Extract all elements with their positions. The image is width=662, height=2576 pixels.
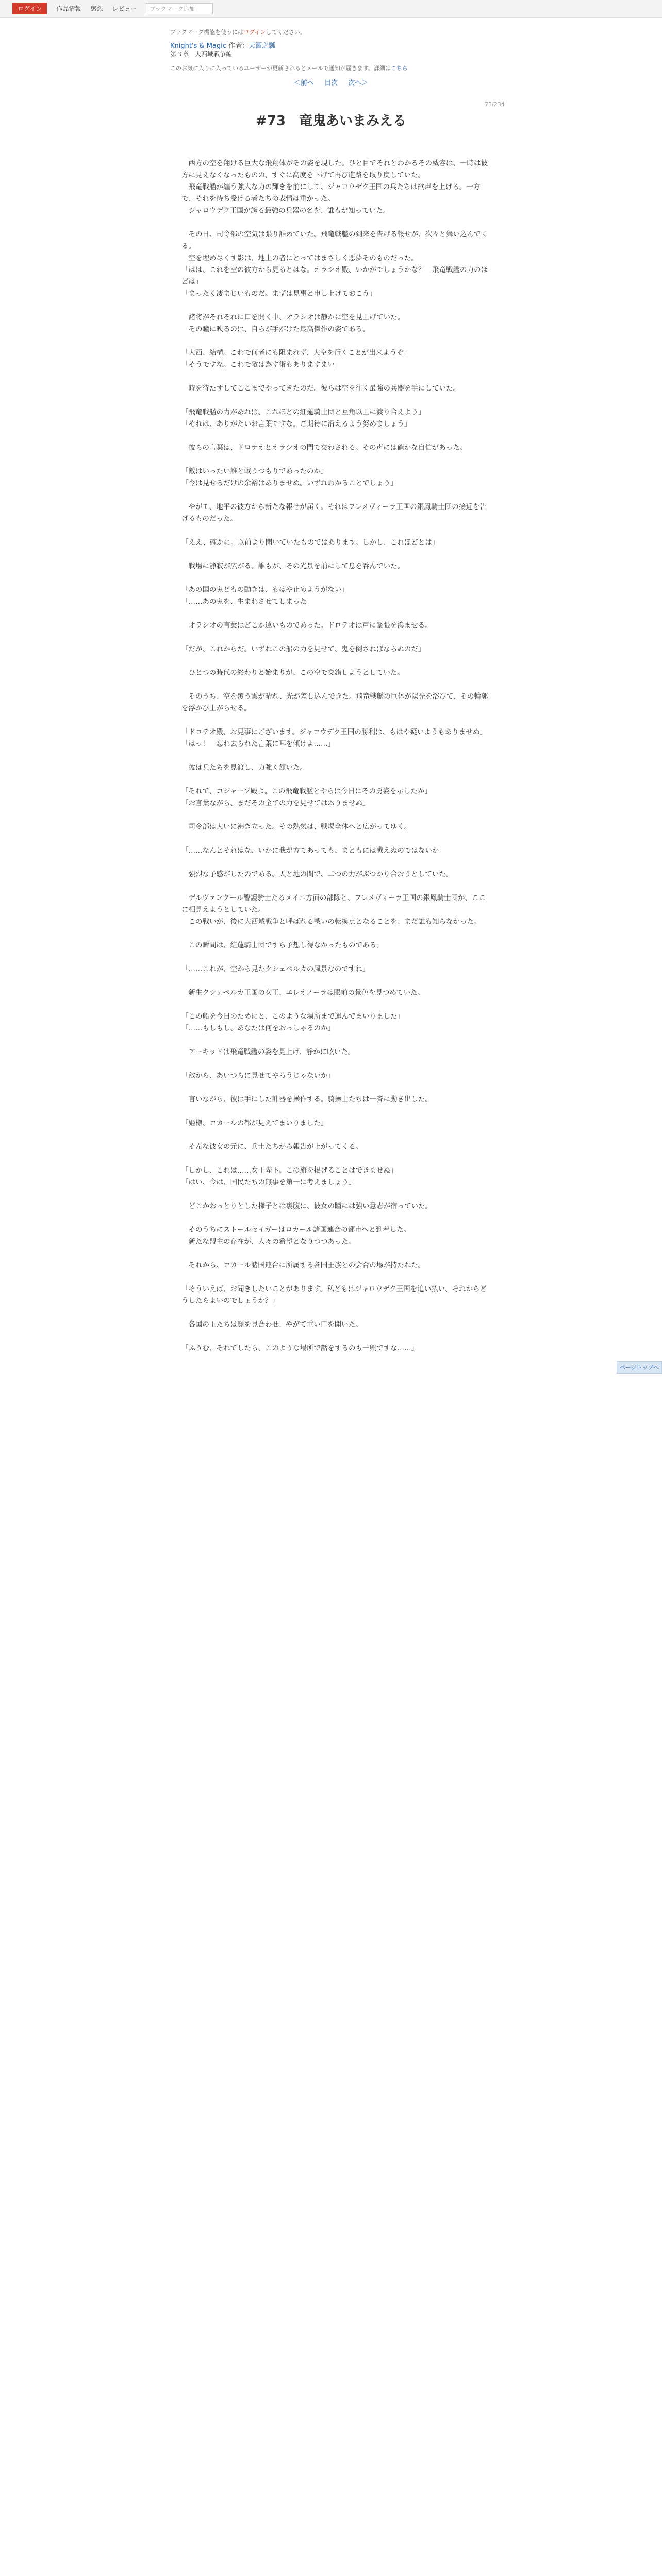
body-paragraph: [181, 1272, 491, 1283]
author-link[interactable]: 天酒之瓢: [249, 42, 276, 50]
body-paragraph: 「はっ！ 忘れ去られた言葉に耳を傾けよ……」: [181, 740, 335, 748]
pager-top: [0, 77, 662, 87]
body-paragraph: [181, 1082, 491, 1094]
body-paragraph: アーキッドは飛竜戦艦の姿を見上げ、静かに呟いた。: [181, 1048, 355, 1056]
body-paragraph: [181, 549, 491, 561]
body-paragraph: [181, 632, 491, 643]
page-top-button[interactable]: ページトップへ: [617, 1361, 662, 1374]
body-paragraph: 「ええ、確かに。以前より聞いていたものではあります。しかし、これほどとは」: [181, 538, 439, 547]
body-paragraph: [181, 395, 491, 406]
body-paragraph: [181, 430, 491, 442]
body-paragraph: [181, 952, 491, 963]
body-paragraph: [181, 809, 491, 821]
nav-work-info[interactable]: 作品情報: [56, 5, 81, 12]
body-paragraph: [181, 489, 491, 501]
body-paragraph: [181, 750, 491, 762]
body-paragraph: 空を埋め尽くす影は、地上の者にとってはまさしく悪夢そのものだった。: [181, 254, 418, 262]
body-paragraph: 「……なんとそれはな、いかに我が方であっても、まともには戦えぬのではないか」: [181, 846, 446, 855]
body-paragraph: 時を待たずしてここまでやってきたのだ。彼らは空を往く最強の兵器を手にしていた。: [181, 384, 460, 393]
body-paragraph: 諸将がそれぞれに口を開く中、オラシオは静かに空を見上げていた。: [181, 313, 404, 321]
body-paragraph: そんな彼女の元に、兵士たちから報告が上がってくる。: [181, 1143, 362, 1151]
body-paragraph: 「そういえば、お聞きしたいことがあります。私どもはジャロウデク王国を追い払い、それからどうしたらよいのでしょうか？」: [181, 1285, 487, 1305]
body-paragraph: 飛竜戦艦が纏う強大な力の輝きを前にして、ジャロウデク王国の兵たちは歓声を上げる。一方で、それを待ち受ける者たちの表情は重かった。: [181, 183, 481, 203]
body-paragraph: [181, 774, 491, 786]
work-title-link[interactable]: Knight's & Magic: [170, 42, 226, 50]
body-paragraph: [181, 454, 491, 466]
body-paragraph: [181, 1248, 491, 1260]
nav-reviews[interactable]: レビュー: [112, 5, 137, 12]
body-paragraph: 彼らの言葉は、ドロテオとオラシオの間で交わされる。その声には確かな自信があった。: [181, 444, 467, 452]
work-title-line: Knight's & Magic 作者：天酒之瓢: [170, 42, 276, 50]
body-paragraph: そのうちにストールセイガーはロカール諸国連合の都市へと到着した。: [181, 1226, 411, 1234]
body-paragraph: 「しかし、これは……女王陛下。この旗を掲げることはできませぬ」: [181, 1166, 398, 1175]
top-bar: [0, 0, 662, 18]
body-paragraph: [181, 371, 491, 383]
body-paragraph: [181, 525, 491, 537]
body-paragraph: [181, 300, 491, 312]
body-paragraph: 「大西、結構。これで何者にも阻まれず、大空を行くことが出来ようぞ」: [181, 349, 411, 357]
body-paragraph: [181, 857, 491, 869]
body-paragraph: ジャロウデク王国が誇る最強の兵器の名を、誰もが知っていた。: [181, 207, 390, 215]
body-paragraph: 「……あの鬼を、生まれさせてしまった」: [181, 598, 314, 606]
body-paragraph: [181, 928, 491, 940]
body-paragraph: [181, 1129, 491, 1141]
toc-link[interactable]: 目次: [324, 79, 338, 87]
body-paragraph: 新たな盟主の存在が、人々の希望となりつつあった。: [181, 1238, 356, 1246]
body-paragraph: [181, 1212, 491, 1224]
chapter-title: 第３章 大西域戦争編: [170, 50, 233, 58]
body-paragraph: 「……もしもし、あなたは何をおっしゃるのか」: [181, 1024, 335, 1032]
body-paragraph: その瞳に映るのは、自らが手がけた最高傑作の姿である。: [181, 325, 370, 333]
body-paragraph: [181, 679, 491, 691]
body-paragraph: 「ドロテオ殿、お見事にございます。ジャロウデク王国の勝利は、もはや疑いようもありませぬ」: [181, 728, 487, 736]
novel-body: [181, 158, 491, 1354]
body-paragraph: [181, 715, 491, 726]
body-paragraph: 「姫様、ロカールの都が見えてまいりました」: [181, 1119, 328, 1127]
body-paragraph: やがて、地平の彼方から新たな報せが届く。それはフレメヴィーラ王国の銀鳳騎士団の接近を告げるものだった。: [181, 503, 487, 523]
body-paragraph: [181, 833, 491, 845]
episode-title: #73 竜鬼あいまみえる: [256, 113, 406, 129]
bookmark-notice: ブックマーク機能を使うにはログインしてください。: [170, 29, 306, 36]
body-paragraph: デルヴァンクール警護騎士たるメイニ方面の部隊と、フレメヴィーラ王国の銀鳳騎士団が、ここに相見えようとしていた。: [181, 894, 486, 914]
body-paragraph: [181, 1331, 491, 1343]
body-paragraph: 「敵から、あいつらに見せてやろうじゃないか」: [181, 1072, 335, 1080]
nav-impressions[interactable]: 感想: [90, 5, 103, 12]
body-paragraph: 「はは、これを空の彼方から見るとはな。オラシオ殿、いかがでしょうかな？ 飛竜戦艦の力のほどは」: [181, 266, 488, 286]
body-paragraph: [181, 335, 491, 347]
body-paragraph: 彼は兵たちを見渡し、力強く頷いた。: [181, 764, 307, 772]
body-paragraph: その日、司令部の空気は張り詰めていた。飛竜戦艦の到来を告げる報せが、次々と舞い込んでくる。: [181, 230, 488, 250]
body-paragraph: 「この船を今日のためにと、このような場所まで運んでまいりました」: [181, 1012, 404, 1021]
body-paragraph: 各国の王たちは顔を見合わせ、やがて重い口を開いた。: [181, 1320, 362, 1329]
body-paragraph: [181, 1106, 491, 1117]
body-paragraph: それから、ロカール諸国連合に所属する各国王族との会合の場が持たれた。: [181, 1261, 425, 1269]
body-paragraph: 「だが、これからだ。いずれこの船の力を見せて、鬼を倒さねばならぬのだ」: [181, 645, 425, 653]
body-paragraph: ひとつの時代の終わりと始まりが、この空で交錯しようとしていた。: [181, 669, 404, 677]
body-paragraph: [181, 572, 491, 584]
body-paragraph: そのうち、空を覆う雲が晴れ、光が差し込んできた。飛竜戦艦の巨体が陽光を浴びて、その輪郭を浮かび上がらせる。: [181, 692, 488, 713]
body-paragraph: [181, 975, 491, 987]
body-paragraph: 「今は見せるだけの余裕はありませぬ。いずれわかることでしょう」: [181, 479, 398, 487]
body-paragraph: 「まったく凄まじいものだ。まずは見事と申し上げておこう」: [181, 290, 376, 298]
body-paragraph: 「敵はいったい誰と戦うつもりであったのか」: [181, 467, 328, 476]
body-paragraph: 「ふうむ、それでしたら、このような場所で話をするのも一興ですな……」: [181, 1344, 418, 1352]
bookmark-add-field[interactable]: ブックマーク追加: [146, 3, 213, 14]
body-paragraph: [181, 608, 491, 620]
body-paragraph: [181, 999, 491, 1011]
body-paragraph: 「……これが、空から見たクシェペルカの風景なのですね」: [181, 965, 370, 973]
body-paragraph: [181, 217, 491, 229]
notification-notice: このお気に入りに入っているユーザーが更新されるとメールで通知が届きます。詳細はこちら: [170, 65, 408, 72]
next-link[interactable]: 次へ＞: [348, 79, 369, 87]
body-paragraph: [181, 1307, 491, 1319]
body-paragraph: 「はい、今は、国民たちの無事を第一に考えましょう」: [181, 1178, 356, 1187]
login-link[interactable]: ログイン: [243, 29, 266, 36]
page-number: 73/234: [485, 101, 505, 108]
body-paragraph: 戦場に静寂が広がる。誰もが、その光景を前にして息を呑んでいた。: [181, 562, 404, 570]
body-paragraph: 「それで、コジャーソ殿よ。この飛竜戦艦とやらは今日にその勇姿を示したか」: [181, 787, 432, 795]
body-paragraph: 司令部は大いに沸き立った。その熱気は、戦場全体へと広がってゆく。: [181, 823, 411, 831]
body-paragraph: どこかおっとりとした様子とは裏腹に、彼女の瞳には強い意志が宿っていた。: [181, 1202, 432, 1210]
body-paragraph: この戦いが、後に大西域戦争と呼ばれる戦いの転換点となることを、まだ誰も知らなかった。: [181, 918, 481, 926]
body-paragraph: 「あの国の鬼どもの動きは、もはや止めようがない」: [181, 586, 349, 594]
body-paragraph: この瞬間は、紅蓮騎士団ですら予想し得なかったものである。: [181, 941, 384, 950]
body-paragraph: オラシオの言葉はどこか遠いものであった。ドロテオは声に緊張を滲ませる。: [181, 621, 432, 630]
body-paragraph: 言いながら、彼は手にした計器を操作する。騎操士たちは一斉に動き出した。: [181, 1095, 432, 1104]
body-paragraph: [181, 1035, 491, 1046]
body-paragraph: 「お言葉ながら、まだその全ての力を見せてはおりませぬ」: [181, 799, 370, 807]
body-paragraph: 「そうですな。これで敵は為す術もありますまい」: [181, 361, 342, 369]
body-paragraph: [181, 1058, 491, 1070]
body-paragraph: 強烈な予感がしたのである。天と地の間で、二つの力がぶつかり合おうとしていた。: [181, 870, 453, 878]
body-paragraph: 新生クシェペルカ王国の女王、エレオノーラは眼前の景色を見つめていた。: [181, 989, 425, 997]
body-paragraph: [181, 655, 491, 667]
body-paragraph: 「飛竜戦艦の力があれば、これほどの紅蓮騎士団と互角以上に渡り合えよう」: [181, 408, 425, 416]
body-paragraph: 西方の空を翔ける巨大な飛翔体がその姿を現した。ひと目でそれとわかるその威容は、一時は彼方に見えなくなったものの、すぐに高度を下げて再び進路を取り戻していた。: [181, 159, 488, 179]
body-paragraph: [181, 880, 491, 892]
details-link[interactable]: こちら: [390, 65, 408, 72]
body-paragraph: [181, 1153, 491, 1165]
body-paragraph: [181, 1189, 491, 1200]
body-paragraph: 「それは、ありがたいお言葉ですな。ご期待に沿えるよう努めましょう」: [181, 420, 411, 428]
prev-link[interactable]: ＜前へ: [293, 79, 314, 87]
login-button[interactable]: ログイン: [12, 3, 47, 14]
